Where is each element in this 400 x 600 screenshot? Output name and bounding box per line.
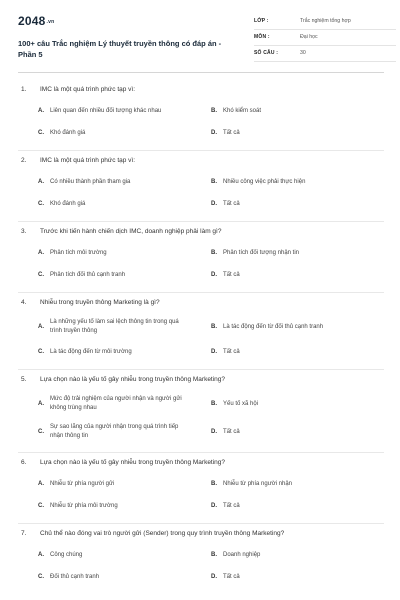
- option-text: Tất cả: [223, 502, 240, 509]
- option-a[interactable]: [38, 390, 208, 418]
- option-text: Khó đánh giá: [50, 129, 86, 136]
- meta-row-subject: [254, 30, 396, 46]
- option-d[interactable]: [211, 566, 381, 588]
- question-6: [18, 453, 384, 524]
- options: [18, 242, 384, 286]
- meta-label: SỐ CÂU :: [254, 50, 279, 56]
- option-letter: D.: [211, 429, 217, 435]
- question-number: 3.: [21, 228, 27, 235]
- option-a[interactable]: [38, 171, 208, 193]
- question-text: [18, 80, 384, 100]
- option-b[interactable]: [211, 473, 381, 495]
- option-d[interactable]: [211, 264, 381, 286]
- option-a[interactable]: [38, 473, 208, 495]
- option-text: Tất cả: [223, 271, 240, 278]
- question-body: Nhiễu trong truyền thông Marketing là gì?: [40, 299, 160, 306]
- meta-value: 30: [300, 50, 306, 56]
- option-letter: C.: [38, 574, 44, 580]
- option-letter: A.: [38, 324, 44, 330]
- option-c[interactable]: [38, 341, 208, 363]
- option-letter: B.: [211, 250, 217, 256]
- option-text: Khó kiểm soát: [223, 107, 262, 114]
- option-c[interactable]: [38, 418, 208, 446]
- option-letter: A.: [38, 179, 44, 185]
- option-b[interactable]: [211, 242, 381, 264]
- option-d[interactable]: [211, 418, 381, 446]
- question-text: [18, 151, 384, 171]
- option-letter: B.: [211, 108, 217, 114]
- option-a[interactable]: [38, 313, 208, 341]
- question-body: Chủ thể nào đóng vai trò người gửi (Sender) trong quy trình truyền thông Marketing?: [40, 530, 285, 537]
- option-letter: B.: [211, 481, 217, 487]
- option-letter: D.: [211, 574, 217, 580]
- question-body: IMC là một quá trình phức tạp vì:: [40, 157, 136, 164]
- question-7: [18, 524, 384, 594]
- question-body: IMC là một quá trình phức tạp vì:: [40, 86, 136, 93]
- option-letter: A.: [38, 552, 44, 558]
- option-text: Đối thủ cạnh tranh: [50, 573, 100, 580]
- question-list: [18, 80, 384, 594]
- option-text: Nhiễu từ phía người gửi: [50, 480, 115, 487]
- option-letter: D.: [211, 130, 217, 136]
- option-letter: B.: [211, 552, 217, 558]
- option-letter: C.: [38, 130, 44, 136]
- option-b[interactable]: [211, 544, 381, 566]
- document-title: [18, 38, 233, 60]
- option-c[interactable]: [38, 264, 208, 286]
- options: [18, 171, 384, 215]
- option-letter: D.: [211, 201, 217, 207]
- options: [18, 313, 384, 363]
- question-body: Lựa chọn nào là yếu tố gây nhiễu trong truyền thông Marketing?: [40, 376, 226, 383]
- option-text: Sự sao lãng của người nhận trong quá trình tiếp nhận thông tin: [50, 424, 179, 439]
- meta-label: MÔN :: [254, 34, 270, 40]
- option-d[interactable]: [211, 122, 381, 144]
- option-text: Liên quan đến nhiều đối tượng khác nhau: [50, 107, 162, 114]
- option-a[interactable]: [38, 544, 208, 566]
- option-text: Có nhiều thành phần tham gia: [50, 178, 131, 185]
- option-text: Tất cả: [223, 129, 240, 136]
- option-letter: C.: [38, 201, 44, 207]
- option-letter: C.: [38, 349, 44, 355]
- question-text: [18, 453, 384, 473]
- question-1: [18, 80, 384, 151]
- option-letter: C.: [38, 503, 44, 509]
- option-b[interactable]: [211, 313, 381, 341]
- option-c[interactable]: [38, 122, 208, 144]
- question-2: [18, 151, 384, 222]
- option-text: Là tác động đến từ môi trường: [50, 348, 132, 355]
- question-body: Lựa chọn nào là yếu tố gây nhiễu trong truyền thông Marketing?: [40, 459, 226, 466]
- option-text: Yếu tố xã hội: [223, 400, 259, 407]
- question-text: [18, 293, 384, 313]
- document-header: [18, 10, 384, 68]
- meta-value: Đại học: [300, 34, 318, 40]
- option-text: Mức độ trải nghiệm của người nhận và người gửi không trùng nhau: [50, 396, 182, 411]
- option-text: Là tác động đến từ đối thủ cạnh tranh: [223, 323, 324, 330]
- option-letter: A.: [38, 250, 44, 256]
- option-text: Phân tích đối thủ cạnh tranh: [50, 271, 126, 278]
- site-logo[interactable]: [18, 14, 54, 28]
- meta-label: LỚP :: [254, 18, 269, 24]
- option-b[interactable]: [211, 100, 381, 122]
- option-c[interactable]: [38, 193, 208, 215]
- option-text: Khó đánh giá: [50, 200, 86, 207]
- option-letter: D.: [211, 272, 217, 278]
- question-number: 4.: [21, 299, 27, 306]
- question-text: [18, 370, 384, 390]
- option-text: Là những yếu tố làm sai lệch thông tin trong quá trình truyền thông: [50, 319, 179, 334]
- logo-main: 2048: [18, 14, 46, 28]
- meta-row-class: [254, 14, 396, 30]
- options: [18, 390, 384, 446]
- question-5: [18, 370, 384, 453]
- option-d[interactable]: [211, 495, 381, 517]
- question-number: 6.: [21, 459, 27, 466]
- option-d[interactable]: [211, 193, 381, 215]
- question-number: 1.: [21, 86, 27, 93]
- option-text: Tất cả: [223, 348, 240, 355]
- question-3: [18, 222, 384, 293]
- meta-value: Trắc nghiệm tổng hợp: [300, 18, 351, 24]
- option-letter: B.: [211, 324, 217, 330]
- option-letter: A.: [38, 481, 44, 487]
- options: [18, 100, 384, 144]
- option-text: Tất cả: [223, 428, 240, 435]
- option-a[interactable]: [38, 242, 208, 264]
- option-letter: B.: [211, 401, 217, 407]
- title-line-2: Phần 5: [18, 50, 43, 59]
- option-letter: D.: [211, 503, 217, 509]
- meta-row-count: [254, 46, 396, 62]
- option-b[interactable]: [211, 390, 381, 418]
- option-text: Doanh nghiệp: [223, 551, 261, 558]
- option-a[interactable]: [38, 100, 208, 122]
- option-letter: C.: [38, 429, 44, 435]
- option-letter: A.: [38, 108, 44, 114]
- question-4: [18, 293, 384, 370]
- question-number: 5.: [21, 376, 27, 383]
- title-line-1: 100+ câu Trắc nghiệm Lý thuyết truyền thông có đáp án -: [18, 39, 222, 48]
- option-letter: D.: [211, 349, 217, 355]
- option-letter: C.: [38, 272, 44, 278]
- option-b[interactable]: [211, 171, 381, 193]
- logo-suffix: .vn: [46, 18, 55, 25]
- options: [18, 473, 384, 517]
- document-meta: [254, 14, 396, 62]
- option-text: Phân tích môi trường: [50, 249, 107, 256]
- question-text: [18, 524, 384, 544]
- question-text: [18, 222, 384, 242]
- option-text: Nhiễu từ phía môi trường: [50, 502, 118, 509]
- question-body: Trước khi tiến hành chiến dịch IMC, doanh nghiệp phải làm gì?: [40, 228, 222, 235]
- options: [18, 544, 384, 588]
- header-divider: [18, 72, 384, 73]
- question-number: 7.: [21, 530, 27, 537]
- option-text: Tất cả: [223, 200, 240, 207]
- option-c[interactable]: [38, 495, 208, 517]
- option-text: Tất cả: [223, 573, 240, 580]
- option-text: Nhiều công việc phải thực hiện: [223, 178, 306, 185]
- option-letter: A.: [38, 401, 44, 407]
- option-text: Nhiễu từ phía người nhận: [223, 480, 293, 487]
- question-number: 2.: [21, 157, 27, 164]
- option-letter: B.: [211, 179, 217, 185]
- option-text: Công chúng: [50, 551, 83, 558]
- option-text: Phân tích đối tượng nhận tin: [223, 249, 300, 256]
- option-d[interactable]: [211, 341, 381, 363]
- option-c[interactable]: [38, 566, 208, 588]
